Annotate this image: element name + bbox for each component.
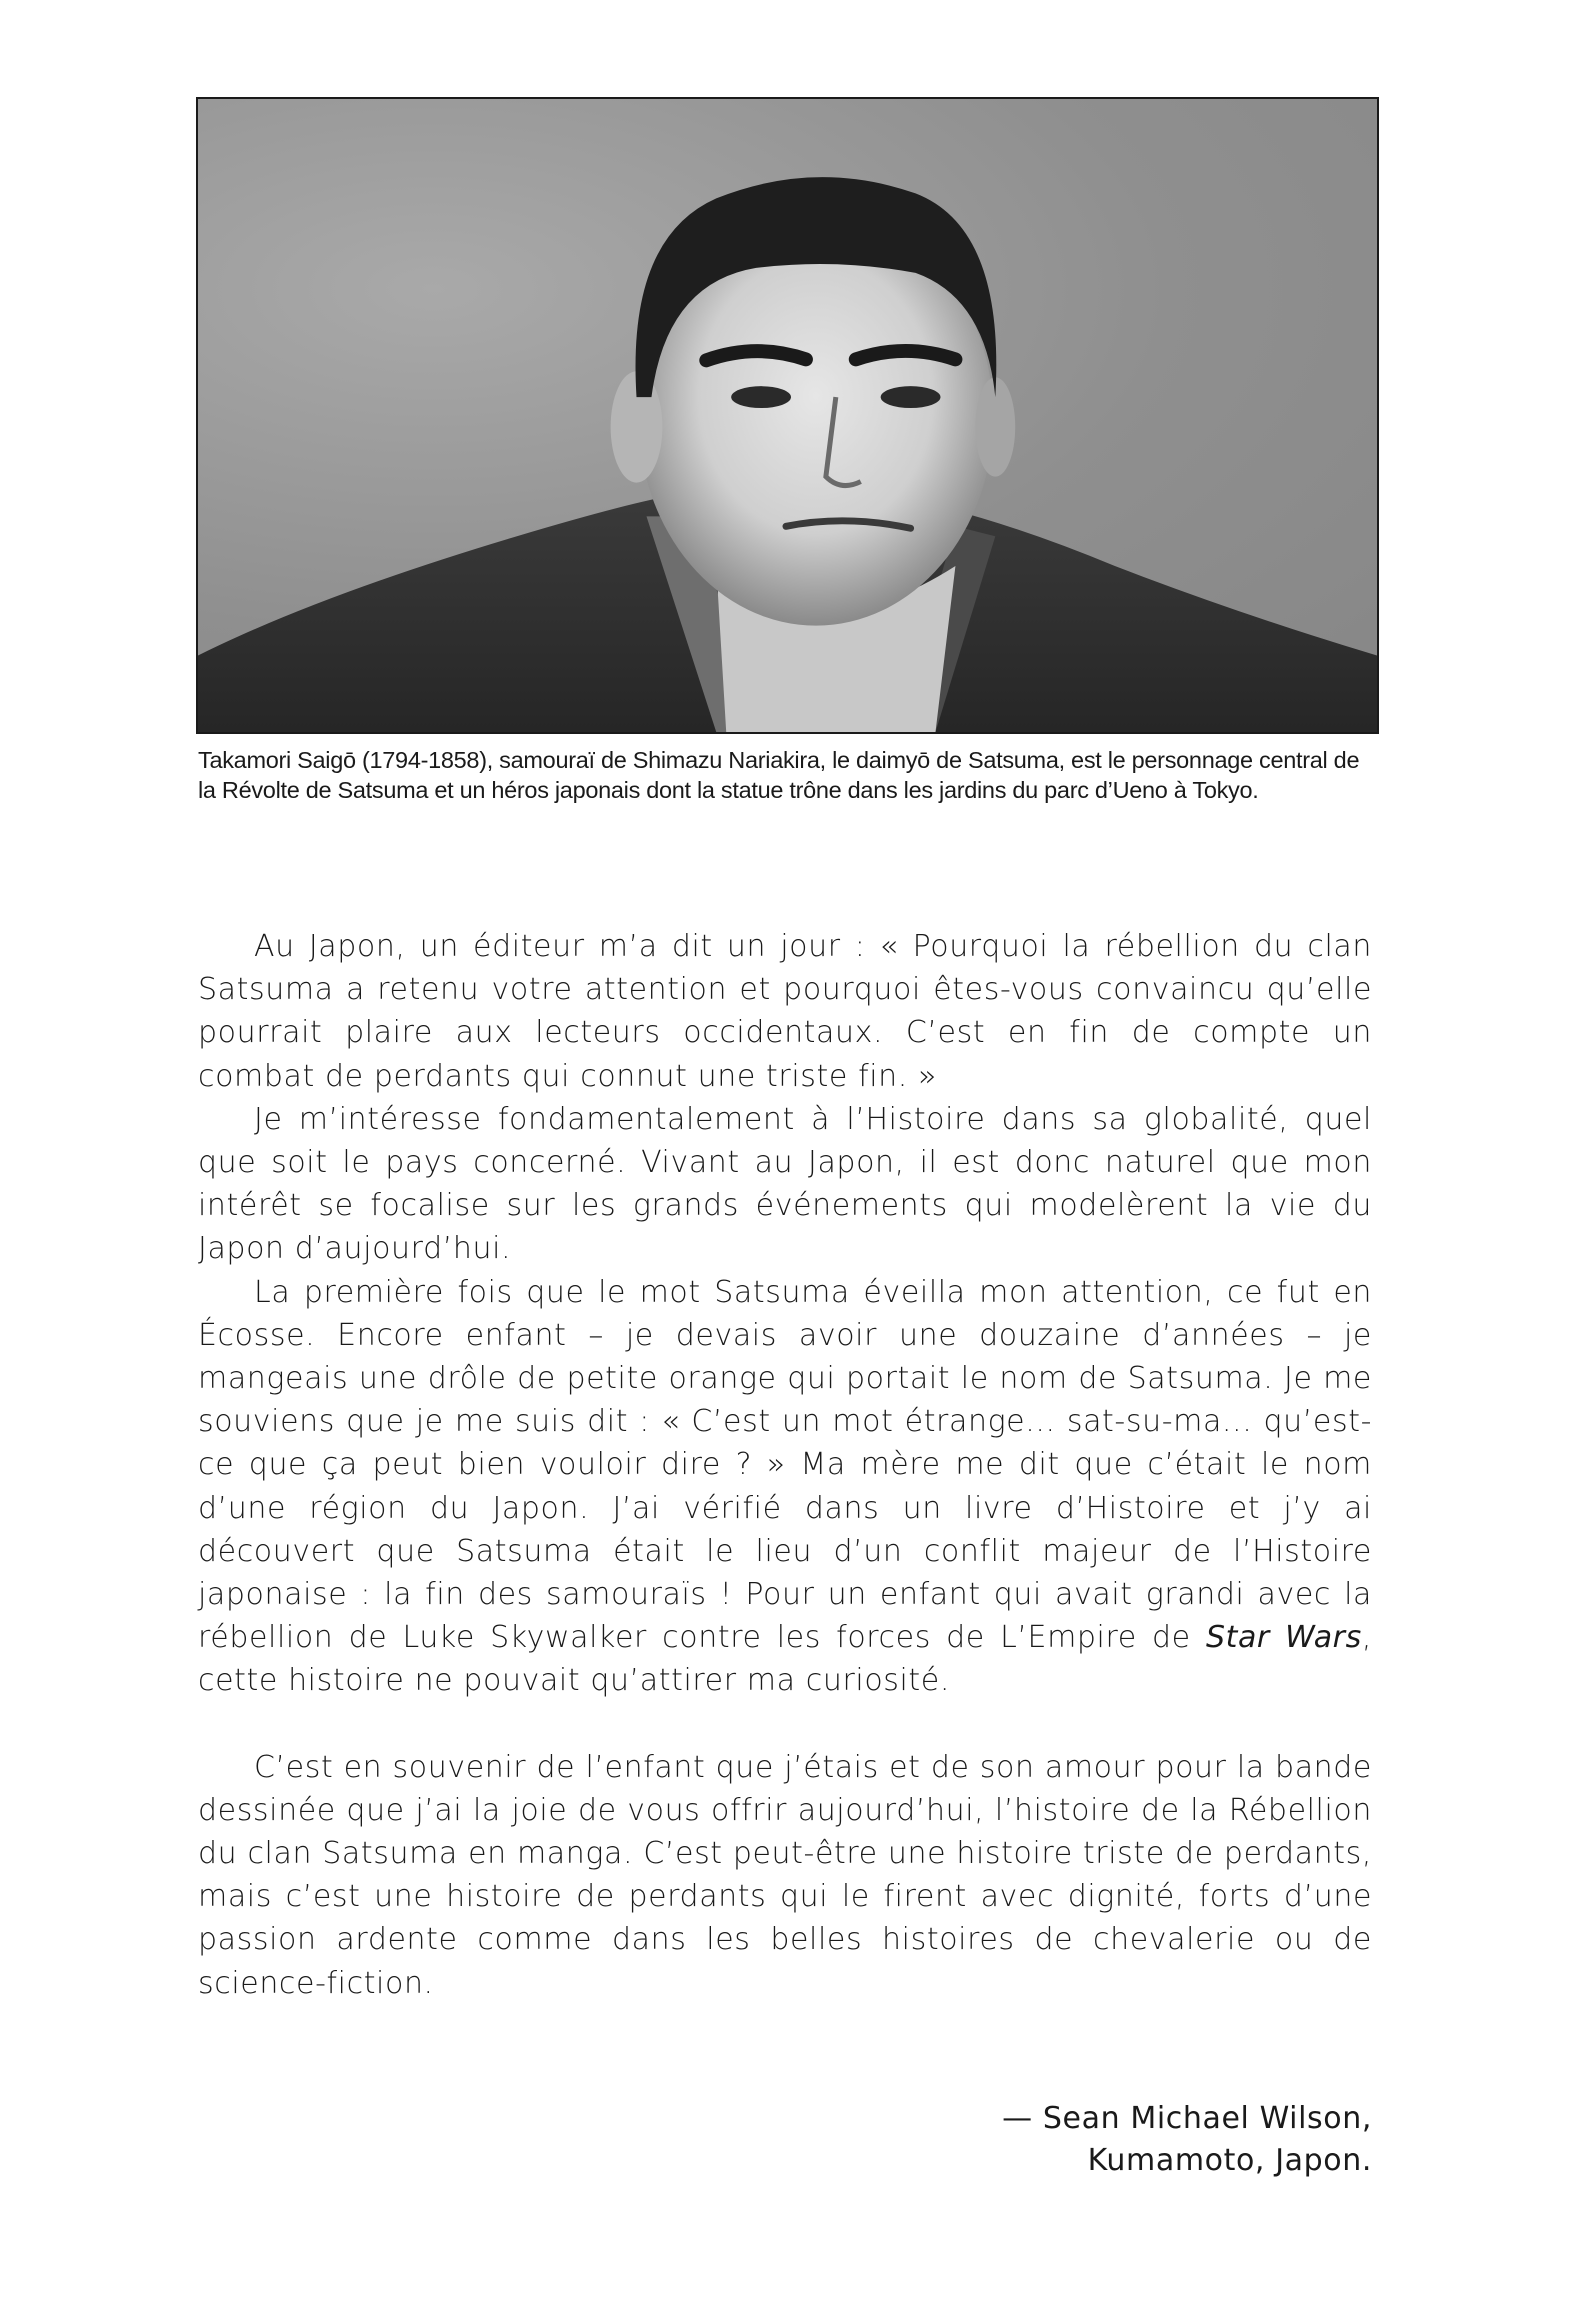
- portrait-photo: [196, 97, 1379, 734]
- paragraph: [198, 1271, 1372, 1703]
- book-title-star-wars: Star Wars: [1205, 1620, 1362, 1656]
- eye-left: [731, 386, 791, 408]
- paragraph-text: La première fois que le mot Satsuma éveilla mon attention, ce fut en Écosse. Encore enfant – je devais avoir une douzaine d’années – je mangeais une drôle de petite orange qui portait le nom de Satsuma. Je me souviens que je me suis dit : « C’est un mot étrange... sat-su-ma... qu’est-ce que ça peut bien vouloir dire ? » Ma mère me dit que c’était le nom d’une région du Japon. J’ai vérifié dans un livre d’Histoire et j’y ai découvert que Satsuma était le lieu d’un conflit majeur de l’Histoire japonaise : la fin des samouraïs ! Pour un enfant qui avait grandi avec la rébellion de Luke Skywalker contre les forces de L’Empire de: [198, 1274, 1372, 1656]
- portrait-illustration: [198, 99, 1377, 732]
- eye-right: [881, 386, 941, 408]
- paragraph-text: , cette histoire ne pouvait qu’attirer ma curiosité.: [198, 1620, 1372, 1699]
- signature-author: — Sean Michael Wilson,: [1002, 2101, 1372, 2136]
- paragraph: C’est en souvenir de l’enfant que j’étais et de son amour pour la bande dessinée que j’ai la joie de vous offrir aujourd’hui, l’histoire de la Rébellion du clan Satsuma en manga. C’est peut-être une histoire triste de perdants, mais c’est une histoire de perdants qui le firent avec dignité, forts d’une passion ardente comme dans les belles histoires de chevalerie ou de science-fiction.: [198, 1749, 1372, 2001]
- preface-text: [198, 925, 1372, 2005]
- signature: [1002, 2098, 1372, 2182]
- paragraph: Au Japon, un éditeur m’a dit un jour : « Pourquoi la rébellion du clan Satsuma a retenu votre attention et pourquoi êtes-vous convaincu qu’elle pourrait plaire aux lecteurs occidentaux. C’est en fin de compte un combat de perdants qui connut une triste fin. »: [198, 929, 1372, 1094]
- signature-place: Kumamoto, Japon.: [1087, 2143, 1372, 2178]
- photo-caption: Takamori Saigō (1794-1858), samouraï de Shimazu Nariakira, le daimyō de Satsuma, est le personnage central de la Révolte de Satsuma et un héros japonais dont la statue trône dans les jardins du parc d’Ueno à Tokyo.: [198, 747, 1360, 803]
- paragraph: Je m’intéresse fondamentalement à l’Histoire dans sa globalité, quel que soit le pays concerné. Vivant au Japon, il est donc naturel que mon intérêt se focalise sur les grands événements qui modelèrent la vie du Japon d’aujourd’hui.: [198, 1101, 1372, 1267]
